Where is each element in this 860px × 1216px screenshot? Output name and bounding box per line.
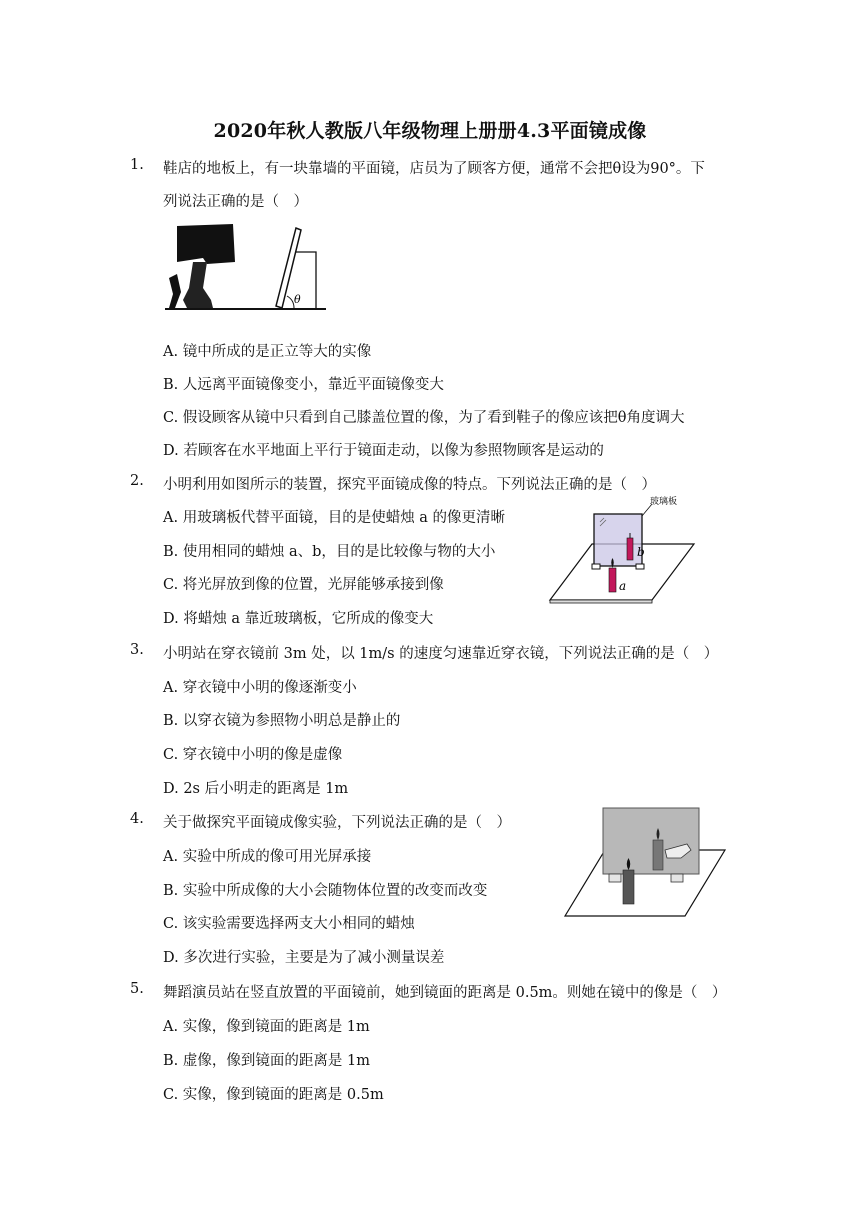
q4-option-c: C. 该实验需要选择两支大小相同的蜡烛: [163, 916, 415, 932]
question-1-number: 1.: [130, 157, 144, 173]
question-3-stem-line1: 小明站在穿衣镜前 3m 处，以 1m/s 的速度匀速靠近穿衣镜，下列说法正确的是（ ）: [163, 646, 719, 662]
q1-option-b: B. 人远离平面镜像变小，靠近平面镜像变大: [163, 377, 444, 393]
q2-option-d: D. 将蜡烛 a 靠近玻璃板，它所成的像变大: [163, 611, 434, 627]
q4-option-d: D. 多次进行实验，主要是为了减小测量误差: [163, 950, 445, 966]
q3-option-b: B. 以穿衣镜为参照物小明总是静止的: [163, 713, 401, 729]
q1-option-c: C. 假设顾客从镜中只看到自己膝盖位置的像，为了看到鞋子的像应该把θ角度调大: [163, 410, 685, 426]
q3-option-d: D. 2s 后小明走的距离是 1m: [163, 781, 349, 797]
question-4-figure: [563, 806, 728, 918]
question-1-figure: [163, 222, 328, 314]
q3-option-c: C. 穿衣镜中小明的像是虚像: [163, 747, 343, 763]
question-2-stem-line1: 小明利用如图所示的装置，探究平面镜成像的特点。下列说法正确的是（ ）: [163, 477, 656, 493]
candle-b: [627, 538, 633, 560]
q3-option-a: A. 穿衣镜中小明的像逐渐变小: [163, 680, 357, 696]
customer-body: [177, 224, 235, 264]
q4-option-b: B. 实验中所成像的大小会随物体位置的改变而改变: [163, 883, 488, 899]
question-3-number: 3.: [130, 642, 144, 658]
question-1-stem-line1: 鞋店的地板上，有一块靠墙的平面镜，店员为了顾客方便，通常不会把θ设为90°。下: [163, 161, 705, 177]
glass-plate: [594, 514, 642, 566]
q1-option-a: A. 镜中所成的是正立等大的实像: [163, 344, 372, 360]
candle-a: [609, 568, 616, 592]
question-5-number: 5.: [130, 981, 144, 997]
q1-option-d: D. 若顾客在水平地面上平行于镜面走动，以像为参照物顾客是运动的: [163, 443, 604, 459]
candle-behind: [653, 840, 663, 870]
q2-option-c: C. 将光屏放到像的位置，光屏能够承接到像: [163, 577, 444, 593]
question-1-stem-line2: 列说法正确的是（ ）: [163, 194, 308, 210]
q5-option-b: B. 虚像，像到镜面的距离是 1m: [163, 1053, 370, 1069]
theta-label: θ: [294, 293, 301, 306]
question-4-stem-line1: 关于做探究平面镜成像实验，下列说法正确的是（ ）: [163, 815, 511, 831]
candle-b-label: b: [637, 545, 645, 559]
q5-option-c: C. 实像，像到镜面的距离是 0.5m: [163, 1087, 384, 1103]
question-5-stem-line1: 舞蹈演员站在竖直放置的平面镜前，她到镜面的距离是 0.5m。则她在镜中的像是（ ）: [163, 985, 727, 1001]
customer-leg: [183, 262, 213, 308]
q2-option-a: A. 用玻璃板代替平面镜，目的是使蜡烛 a 的像更清晰: [163, 510, 506, 526]
question-4-number: 4.: [130, 811, 144, 827]
q2-option-b: B. 使用相同的蜡烛 a、b，目的是比较像与物的大小: [163, 544, 496, 560]
page-title: 2020年秋人教版八年级物理上册册4.3平面镜成像: [213, 120, 647, 142]
q4-option-a: A. 实验中所成的像可用光屏承接: [163, 849, 372, 865]
customer-shoe: [169, 274, 181, 308]
question-2-number: 2.: [130, 473, 144, 489]
q5-option-a: A. 实像，像到镜面的距离是 1m: [163, 1019, 370, 1035]
question-2-figure: [548, 492, 698, 604]
glass-plate-label: 玻璃板: [650, 497, 678, 507]
candle-front: [623, 870, 634, 904]
candle-a-label: a: [619, 579, 627, 593]
glass-plate: [603, 808, 699, 874]
